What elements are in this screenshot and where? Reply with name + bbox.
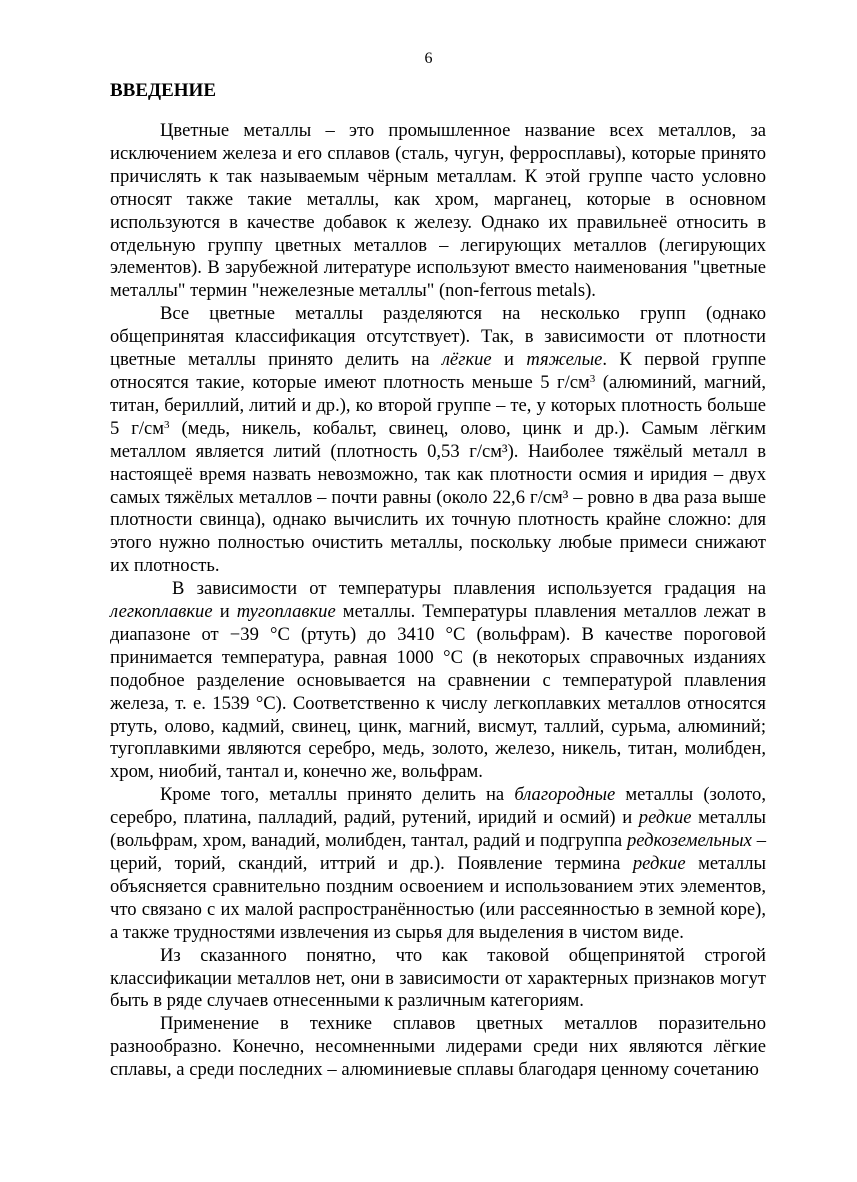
superscript-3: 3 <box>164 418 170 431</box>
term-rare-earth: редкоземельных <box>627 830 752 852</box>
paragraph-conclusion: Из сказанного понятно, что как таковой общепринятой строгой классификации металлов нет, они в зависимости от характерных признаков могут быть в ряде случаев отнесенными к различным категориям. <box>110 944 766 1012</box>
term-rare: редкие <box>632 853 686 874</box>
paragraph-noble-rare: Кроме того, металлы принято делить на благородные металлы (золото, серебро, платина, палладий, радий, рутений, иридий и осмий) и редкие металлы (вольфрам, хром, ванадий, молибден, тантал, радий и подгруппа редкоземельных – церий, торий, скандий, иттрий и др.). Появление термина редкие металлы объясняется сравнительно поздним освоением и использованием этих элементов, что связано с их малой распространённостью (или рассеянностью в земной коре), а также трудностями извлечения из сырья для выделения в чистом виде. <box>110 784 766 943</box>
body-text <box>110 120 766 1082</box>
term-rare: редкие <box>638 807 692 829</box>
superscript-3: 3 <box>589 372 596 385</box>
paragraph-applications: Применение в технике сплавов цветных металлов поразительно разнообразно. Конечно, несомненными лидерами среди них являются лёгкие сплавы, а среди последних – алюминиевые сплавы благодаря ценному сочетанию <box>110 1013 766 1081</box>
paragraph-intro: Цветные металлы – это промышленное название всех металлов, за исключением железа и его сплавов (сталь, чугун, ферросплавы), которые принято причислять к так называемым чёрным металлам. К этой группе часто условно относят также такие металлы, как хром, марганец, которые в основном используются в качестве добавок к железу. Однако их правильнеё относить в отдельную группу цветных металлов – легирующих металлов (легирующих элементов). В зарубежной литературе используют вместо наименования "цветные металлы" термин "нежелезные металлы" (non-ferrous metals). <box>110 120 766 302</box>
term-fusible: легкоплавкие <box>110 601 213 623</box>
term-noble: благородные <box>514 784 616 806</box>
paragraph-density: Все цветные металлы разделяются на несколько групп (однако общепринятая классификация отсутствует). Так, в зависимости от плотности цветные металлы принято делить на лёгкие и тяжелые. К первой группе относятся такие, которые имеют плотность меньше 5 $г/см^3$ (алюминий, магний, титан, бериллий, литий и др.), ко второй группе – те, у которых плотность больше 5 $г/см^3$ (медь, никель, кобальт, свинец, олово, цинк и др.). Самым лёгким металлом является литий (плотность 0,53 г/см³). Наиболее тяжёлый металл в настоящеё время назвать невозможно, так как плотности осмия и иридия – двух самых тяжёлых металлов – почти равны (около 22,6 г/см³ – ровно в два раза выше плотности свинца), однако вычислить их точную плотность крайне сложно: для этого нужно полностью очистить металлы, поскольку любые примеси снижают их плотность. <box>110 303 766 577</box>
term-light: лёгкие <box>441 349 492 371</box>
term-refractory: тугоплавкие <box>236 601 336 623</box>
section-heading: ВВЕДЕНИЕ <box>110 80 216 101</box>
term-heavy: тяжелые <box>526 349 603 371</box>
page-number: 6 <box>424 50 433 67</box>
paragraph-melting: В зависимости от температуры плавления используется градация на легкоплавкие и тугоплавкие металлы. Температуры плавления металлов лежат в диапазоне от −39 °C (ртуть) до 3410 °C (вольфрам). В качестве пороговой принимается температура, равная 1000 °C (в некоторых справочных изданиях подобное разделение основывается на сравнении с температурой плавления железа, т. е. 1539 °C). Соответственно к числу легкоплавких металлов относятся ртуть, олово, кадмий, свинец, цинк, магний, висмут, таллий, сурьма, алюминий; тугоплавкими являются серебро, медь, золото, железо, никель, титан, молибден, хром, ниобий, тантал и, конечно же, вольфрам. <box>110 578 767 783</box>
